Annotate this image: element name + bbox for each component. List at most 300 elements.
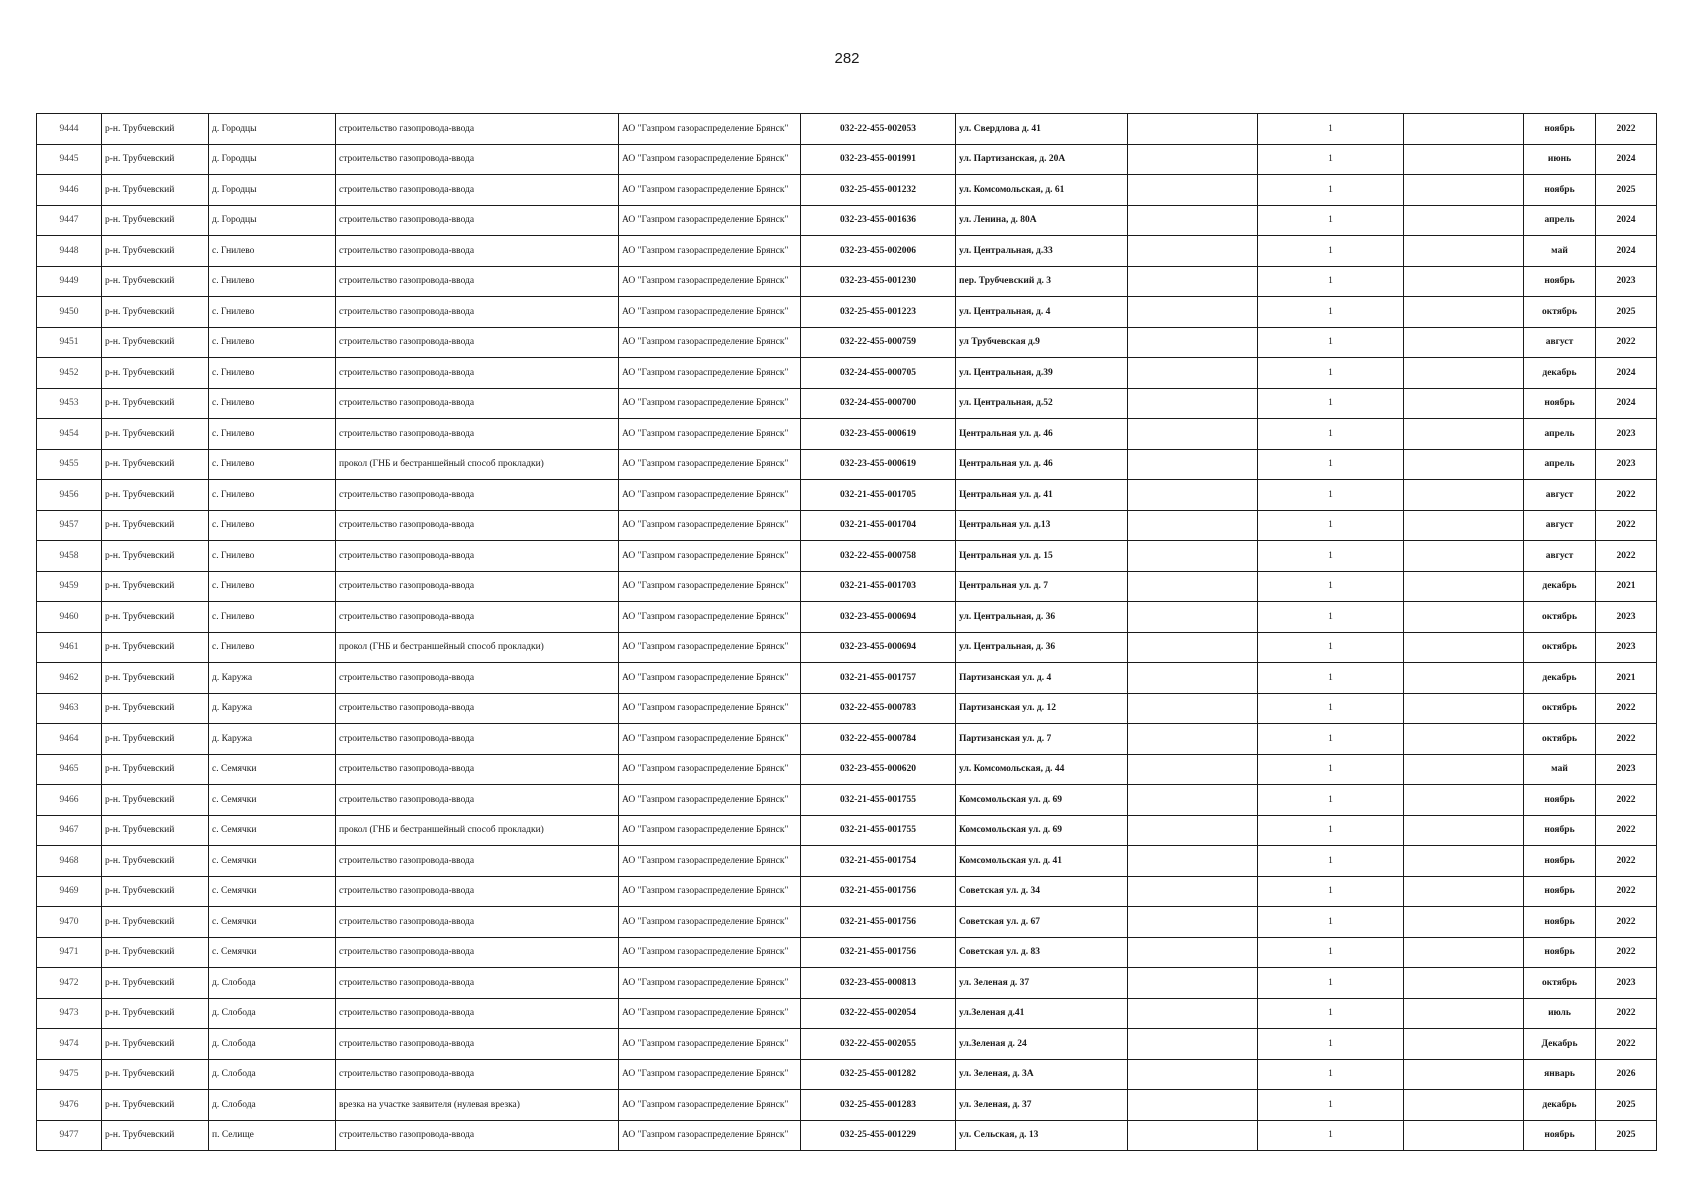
record-number: 9477 xyxy=(37,1120,102,1151)
inventory-number-cell: 032-22-455-002053 xyxy=(801,114,956,145)
year-cell: 2025 xyxy=(1596,175,1657,206)
year-cell: 2024 xyxy=(1596,388,1657,419)
year-cell: 2022 xyxy=(1596,480,1657,511)
month-cell: август xyxy=(1524,327,1596,358)
empty-cell xyxy=(1404,358,1524,389)
district-cell: р-н. Трубчевский xyxy=(102,449,209,480)
month-cell: ноябрь xyxy=(1524,388,1596,419)
locality-cell: д. Слобода xyxy=(209,1090,336,1121)
record-number: 9458 xyxy=(37,541,102,572)
locality-cell: с. Гнилево xyxy=(209,510,336,541)
locality-cell: с. Семячки xyxy=(209,937,336,968)
locality-cell: с. Семячки xyxy=(209,815,336,846)
year-cell: 2022 xyxy=(1596,114,1657,145)
locality-cell: с. Гнилево xyxy=(209,571,336,602)
month-cell: ноябрь xyxy=(1524,876,1596,907)
address-cell: ул. Центральная, д.33 xyxy=(956,236,1128,267)
month-cell: ноябрь xyxy=(1524,937,1596,968)
table-row xyxy=(37,297,1657,328)
empty-cell xyxy=(1128,510,1258,541)
work-type-cell: строительство газопровода-ввода xyxy=(336,266,619,297)
empty-cell xyxy=(1404,205,1524,236)
table-row xyxy=(37,693,1657,724)
year-cell: 2023 xyxy=(1596,632,1657,663)
quantity-cell: 1 xyxy=(1258,541,1404,572)
empty-cell xyxy=(1128,419,1258,450)
inventory-number-cell: 032-25-455-001282 xyxy=(801,1059,956,1090)
month-cell: Декабрь xyxy=(1524,1029,1596,1060)
record-number: 9445 xyxy=(37,144,102,175)
month-cell: ноябрь xyxy=(1524,785,1596,816)
district-cell: р-н. Трубчевский xyxy=(102,1090,209,1121)
inventory-number-cell: 032-21-455-001756 xyxy=(801,876,956,907)
inventory-number-cell: 032-25-455-001283 xyxy=(801,1090,956,1121)
month-cell: апрель xyxy=(1524,419,1596,450)
organization-cell: АО "Газпром газораспределение Брянск" xyxy=(619,663,801,694)
address-cell: Партизанская ул. д. 7 xyxy=(956,724,1128,755)
locality-cell: д. Слобода xyxy=(209,1059,336,1090)
empty-cell xyxy=(1128,785,1258,816)
locality-cell: с. Гнилево xyxy=(209,297,336,328)
month-cell: июль xyxy=(1524,998,1596,1029)
organization-cell: АО "Газпром газораспределение Брянск" xyxy=(619,541,801,572)
address-cell: ул. Зеленая, д. 3А xyxy=(956,1059,1128,1090)
district-cell: р-н. Трубчевский xyxy=(102,144,209,175)
table-row xyxy=(37,571,1657,602)
year-cell: 2022 xyxy=(1596,724,1657,755)
district-cell: р-н. Трубчевский xyxy=(102,724,209,755)
locality-cell: д. Городцы xyxy=(209,205,336,236)
locality-cell: д. Городцы xyxy=(209,114,336,145)
locality-cell: с. Семячки xyxy=(209,846,336,877)
empty-cell xyxy=(1404,571,1524,602)
quantity-cell: 1 xyxy=(1258,907,1404,938)
locality-cell: с. Семячки xyxy=(209,907,336,938)
year-cell: 2023 xyxy=(1596,968,1657,999)
address-cell: Центральная ул. д. 7 xyxy=(956,571,1128,602)
table-row xyxy=(37,480,1657,511)
organization-cell: АО "Газпром газораспределение Брянск" xyxy=(619,327,801,358)
district-cell: р-н. Трубчевский xyxy=(102,1059,209,1090)
empty-cell xyxy=(1404,266,1524,297)
inventory-number-cell: 032-21-455-001757 xyxy=(801,663,956,694)
inventory-number-cell: 032-22-455-002055 xyxy=(801,1029,956,1060)
year-cell: 2024 xyxy=(1596,236,1657,267)
organization-cell: АО "Газпром газораспределение Брянск" xyxy=(619,358,801,389)
quantity-cell: 1 xyxy=(1258,937,1404,968)
work-type-cell: строительство газопровода-ввода xyxy=(336,327,619,358)
organization-cell: АО "Газпром газораспределение Брянск" xyxy=(619,297,801,328)
month-cell: декабрь xyxy=(1524,663,1596,694)
record-number: 9454 xyxy=(37,419,102,450)
work-type-cell: строительство газопровода-ввода xyxy=(336,388,619,419)
empty-cell xyxy=(1128,846,1258,877)
month-cell: октябрь xyxy=(1524,297,1596,328)
month-cell: ноябрь xyxy=(1524,266,1596,297)
district-cell: р-н. Трубчевский xyxy=(102,602,209,633)
quantity-cell: 1 xyxy=(1258,846,1404,877)
empty-cell xyxy=(1404,998,1524,1029)
work-type-cell: строительство газопровода-ввода xyxy=(336,785,619,816)
locality-cell: д. Городцы xyxy=(209,175,336,206)
table-row xyxy=(37,205,1657,236)
empty-cell xyxy=(1404,968,1524,999)
work-type-cell: строительство газопровода-ввода xyxy=(336,419,619,450)
work-type-cell: строительство газопровода-ввода xyxy=(336,144,619,175)
organization-cell: АО "Газпром газораспределение Брянск" xyxy=(619,510,801,541)
locality-cell: д. Городцы xyxy=(209,144,336,175)
year-cell: 2026 xyxy=(1596,1059,1657,1090)
district-cell: р-н. Трубчевский xyxy=(102,1120,209,1151)
work-type-cell: строительство газопровода-ввода xyxy=(336,754,619,785)
organization-cell: АО "Газпром газораспределение Брянск" xyxy=(619,205,801,236)
month-cell: ноябрь xyxy=(1524,114,1596,145)
quantity-cell: 1 xyxy=(1258,693,1404,724)
year-cell: 2023 xyxy=(1596,419,1657,450)
work-type-cell: строительство газопровода-ввода xyxy=(336,297,619,328)
record-number: 9460 xyxy=(37,602,102,633)
quantity-cell: 1 xyxy=(1258,998,1404,1029)
month-cell: август xyxy=(1524,541,1596,572)
empty-cell xyxy=(1404,175,1524,206)
work-type-cell: прокол (ГНБ и бестраншейный способ прокладки) xyxy=(336,632,619,663)
work-type-cell: строительство газопровода-ввода xyxy=(336,541,619,572)
inventory-number-cell: 032-24-455-000700 xyxy=(801,388,956,419)
locality-cell: с. Гнилево xyxy=(209,419,336,450)
organization-cell: АО "Газпром газораспределение Брянск" xyxy=(619,937,801,968)
locality-cell: с. Семячки xyxy=(209,754,336,785)
inventory-number-cell: 032-23-455-000813 xyxy=(801,968,956,999)
quantity-cell: 1 xyxy=(1258,266,1404,297)
district-cell: р-н. Трубчевский xyxy=(102,266,209,297)
month-cell: октябрь xyxy=(1524,632,1596,663)
organization-cell: АО "Газпром газораспределение Брянск" xyxy=(619,724,801,755)
district-cell: р-н. Трубчевский xyxy=(102,510,209,541)
address-cell: ул. Свердлова д. 41 xyxy=(956,114,1128,145)
district-cell: р-н. Трубчевский xyxy=(102,846,209,877)
empty-cell xyxy=(1404,114,1524,145)
empty-cell xyxy=(1128,266,1258,297)
quantity-cell: 1 xyxy=(1258,144,1404,175)
locality-cell: с. Гнилево xyxy=(209,327,336,358)
empty-cell xyxy=(1128,327,1258,358)
quantity-cell: 1 xyxy=(1258,1059,1404,1090)
address-cell: Комсомольская ул. д. 69 xyxy=(956,815,1128,846)
address-cell: Советская ул. д. 67 xyxy=(956,907,1128,938)
year-cell: 2023 xyxy=(1596,266,1657,297)
quantity-cell: 1 xyxy=(1258,571,1404,602)
organization-cell: АО "Газпром газораспределение Брянск" xyxy=(619,419,801,450)
empty-cell xyxy=(1404,602,1524,633)
month-cell: январь xyxy=(1524,1059,1596,1090)
quantity-cell: 1 xyxy=(1258,236,1404,267)
organization-cell: АО "Газпром газораспределение Брянск" xyxy=(619,236,801,267)
year-cell: 2022 xyxy=(1596,937,1657,968)
month-cell: апрель xyxy=(1524,205,1596,236)
district-cell: р-н. Трубчевский xyxy=(102,297,209,328)
empty-cell xyxy=(1128,724,1258,755)
table-body xyxy=(37,114,1657,1151)
organization-cell: АО "Газпром газораспределение Брянск" xyxy=(619,144,801,175)
year-cell: 2022 xyxy=(1596,541,1657,572)
table-row xyxy=(37,327,1657,358)
empty-cell xyxy=(1404,785,1524,816)
inventory-number-cell: 032-22-455-000758 xyxy=(801,541,956,572)
district-cell: р-н. Трубчевский xyxy=(102,541,209,572)
empty-cell xyxy=(1404,327,1524,358)
district-cell: р-н. Трубчевский xyxy=(102,388,209,419)
quantity-cell: 1 xyxy=(1258,815,1404,846)
district-cell: р-н. Трубчевский xyxy=(102,236,209,267)
table-row xyxy=(37,358,1657,389)
organization-cell: АО "Газпром газораспределение Брянск" xyxy=(619,602,801,633)
page-number: 282 xyxy=(834,50,860,67)
organization-cell: АО "Газпром газораспределение Брянск" xyxy=(619,1090,801,1121)
empty-cell xyxy=(1128,998,1258,1029)
year-cell: 2021 xyxy=(1596,663,1657,694)
locality-cell: с. Семячки xyxy=(209,876,336,907)
record-number: 9463 xyxy=(37,693,102,724)
empty-cell xyxy=(1128,632,1258,663)
work-type-cell: строительство газопровода-ввода xyxy=(336,510,619,541)
empty-cell xyxy=(1404,1029,1524,1060)
address-cell: ул.Зеленая д. 24 xyxy=(956,1029,1128,1060)
year-cell: 2022 xyxy=(1596,785,1657,816)
organization-cell: АО "Газпром газораспределение Брянск" xyxy=(619,815,801,846)
year-cell: 2022 xyxy=(1596,846,1657,877)
work-type-cell: строительство газопровода-ввода xyxy=(336,846,619,877)
organization-cell: АО "Газпром газораспределение Брянск" xyxy=(619,449,801,480)
empty-cell xyxy=(1404,388,1524,419)
inventory-number-cell: 032-21-455-001755 xyxy=(801,815,956,846)
locality-cell: д. Слобода xyxy=(209,998,336,1029)
address-cell: Центральная ул. д. 41 xyxy=(956,480,1128,511)
year-cell: 2025 xyxy=(1596,297,1657,328)
empty-cell xyxy=(1404,419,1524,450)
record-number: 9465 xyxy=(37,754,102,785)
record-number: 9450 xyxy=(37,297,102,328)
district-cell: р-н. Трубчевский xyxy=(102,632,209,663)
month-cell: октябрь xyxy=(1524,724,1596,755)
work-type-cell: строительство газопровода-ввода xyxy=(336,968,619,999)
record-number: 9456 xyxy=(37,480,102,511)
empty-cell xyxy=(1404,541,1524,572)
work-type-cell: строительство газопровода-ввода xyxy=(336,693,619,724)
address-cell: ул. Комсомольская, д. 44 xyxy=(956,754,1128,785)
locality-cell: с. Гнилево xyxy=(209,236,336,267)
address-cell: ул.Зеленая д.41 xyxy=(956,998,1128,1029)
year-cell: 2022 xyxy=(1596,693,1657,724)
year-cell: 2023 xyxy=(1596,754,1657,785)
district-cell: р-н. Трубчевский xyxy=(102,419,209,450)
empty-cell xyxy=(1128,144,1258,175)
empty-cell xyxy=(1128,907,1258,938)
quantity-cell: 1 xyxy=(1258,754,1404,785)
locality-cell: с. Гнилево xyxy=(209,449,336,480)
organization-cell: АО "Газпром газораспределение Брянск" xyxy=(619,1059,801,1090)
organization-cell: АО "Газпром газораспределение Брянск" xyxy=(619,876,801,907)
table-row xyxy=(37,876,1657,907)
address-cell: Центральная ул. д. 46 xyxy=(956,449,1128,480)
empty-cell xyxy=(1404,876,1524,907)
locality-cell: д. Слобода xyxy=(209,1029,336,1060)
inventory-number-cell: 032-21-455-001754 xyxy=(801,846,956,877)
record-number: 9457 xyxy=(37,510,102,541)
address-cell: Центральная ул. д.13 xyxy=(956,510,1128,541)
record-number: 9451 xyxy=(37,327,102,358)
inventory-number-cell: 032-23-455-000619 xyxy=(801,419,956,450)
empty-cell xyxy=(1404,632,1524,663)
record-number: 9446 xyxy=(37,175,102,206)
year-cell: 2022 xyxy=(1596,998,1657,1029)
table-row xyxy=(37,937,1657,968)
month-cell: май xyxy=(1524,754,1596,785)
year-cell: 2025 xyxy=(1596,1120,1657,1151)
address-cell: Комсомольская ул. д. 69 xyxy=(956,785,1128,816)
table-row xyxy=(37,114,1657,145)
inventory-number-cell: 032-22-455-002054 xyxy=(801,998,956,1029)
address-cell: Комсомольская ул. д. 41 xyxy=(956,846,1128,877)
empty-cell xyxy=(1128,388,1258,419)
empty-cell xyxy=(1128,541,1258,572)
empty-cell xyxy=(1404,480,1524,511)
record-number: 9444 xyxy=(37,114,102,145)
inventory-number-cell: 032-23-455-000694 xyxy=(801,602,956,633)
record-number: 9449 xyxy=(37,266,102,297)
address-cell: ул. Центральная, д.52 xyxy=(956,388,1128,419)
quantity-cell: 1 xyxy=(1258,419,1404,450)
locality-cell: с. Гнилево xyxy=(209,602,336,633)
quantity-cell: 1 xyxy=(1258,510,1404,541)
district-cell: р-н. Трубчевский xyxy=(102,663,209,694)
year-cell: 2022 xyxy=(1596,1029,1657,1060)
table-row xyxy=(37,663,1657,694)
month-cell: ноябрь xyxy=(1524,815,1596,846)
district-cell: р-н. Трубчевский xyxy=(102,693,209,724)
record-number: 9453 xyxy=(37,388,102,419)
month-cell: август xyxy=(1524,480,1596,511)
address-cell: Советская ул. д. 83 xyxy=(956,937,1128,968)
month-cell: декабрь xyxy=(1524,571,1596,602)
district-cell: р-н. Трубчевский xyxy=(102,114,209,145)
empty-cell xyxy=(1404,663,1524,694)
quantity-cell: 1 xyxy=(1258,175,1404,206)
record-number: 9469 xyxy=(37,876,102,907)
inventory-number-cell: 032-21-455-001703 xyxy=(801,571,956,602)
month-cell: август xyxy=(1524,510,1596,541)
work-type-cell: строительство газопровода-ввода xyxy=(336,571,619,602)
table-row xyxy=(37,724,1657,755)
record-number: 9459 xyxy=(37,571,102,602)
district-cell: р-н. Трубчевский xyxy=(102,1029,209,1060)
table-row xyxy=(37,785,1657,816)
address-cell: Партизанская ул. д. 12 xyxy=(956,693,1128,724)
inventory-number-cell: 032-23-455-000619 xyxy=(801,449,956,480)
district-cell: р-н. Трубчевский xyxy=(102,907,209,938)
record-number: 9473 xyxy=(37,998,102,1029)
district-cell: р-н. Трубчевский xyxy=(102,754,209,785)
empty-cell xyxy=(1128,602,1258,633)
address-cell: ул. Комсомольская, д. 61 xyxy=(956,175,1128,206)
record-number: 9472 xyxy=(37,968,102,999)
work-type-cell: строительство газопровода-ввода xyxy=(336,724,619,755)
work-type-cell: врезка на участке заявителя (нулевая врезка) xyxy=(336,1090,619,1121)
address-cell: ул. Центральная, д. 4 xyxy=(956,297,1128,328)
organization-cell: АО "Газпром газораспределение Брянск" xyxy=(619,632,801,663)
district-cell: р-н. Трубчевский xyxy=(102,998,209,1029)
organization-cell: АО "Газпром газораспределение Брянск" xyxy=(619,693,801,724)
district-cell: р-н. Трубчевский xyxy=(102,175,209,206)
work-type-cell: прокол (ГНБ и бестраншейный способ прокладки) xyxy=(336,815,619,846)
month-cell: ноябрь xyxy=(1524,846,1596,877)
inventory-number-cell: 032-25-455-001223 xyxy=(801,297,956,328)
table-row xyxy=(37,602,1657,633)
table-row xyxy=(37,419,1657,450)
locality-cell: с. Гнилево xyxy=(209,541,336,572)
table-row xyxy=(37,175,1657,206)
inventory-number-cell: 032-23-455-000620 xyxy=(801,754,956,785)
quantity-cell: 1 xyxy=(1258,449,1404,480)
locality-cell: с. Гнилево xyxy=(209,266,336,297)
organization-cell: АО "Газпром газораспределение Брянск" xyxy=(619,846,801,877)
empty-cell xyxy=(1404,754,1524,785)
inventory-number-cell: 032-22-455-000759 xyxy=(801,327,956,358)
empty-cell xyxy=(1128,480,1258,511)
quantity-cell: 1 xyxy=(1258,724,1404,755)
empty-cell xyxy=(1404,1120,1524,1151)
district-cell: р-н. Трубчевский xyxy=(102,815,209,846)
work-type-cell: прокол (ГНБ и бестраншейный способ прокладки) xyxy=(336,449,619,480)
record-number: 9470 xyxy=(37,907,102,938)
empty-cell xyxy=(1128,693,1258,724)
month-cell: декабрь xyxy=(1524,1090,1596,1121)
organization-cell: АО "Газпром газораспределение Брянск" xyxy=(619,266,801,297)
register-table xyxy=(36,113,1657,1151)
work-type-cell: строительство газопровода-ввода xyxy=(336,907,619,938)
district-cell: р-н. Трубчевский xyxy=(102,327,209,358)
month-cell: октябрь xyxy=(1524,602,1596,633)
month-cell: июнь xyxy=(1524,144,1596,175)
table-row xyxy=(37,1090,1657,1121)
work-type-cell: строительство газопровода-ввода xyxy=(336,358,619,389)
empty-cell xyxy=(1128,663,1258,694)
quantity-cell: 1 xyxy=(1258,602,1404,633)
address-cell: Центральная ул. д. 46 xyxy=(956,419,1128,450)
empty-cell xyxy=(1128,358,1258,389)
work-type-cell: строительство газопровода-ввода xyxy=(336,602,619,633)
year-cell: 2022 xyxy=(1596,815,1657,846)
month-cell: ноябрь xyxy=(1524,1120,1596,1151)
locality-cell: д. Каружа xyxy=(209,663,336,694)
empty-cell xyxy=(1404,815,1524,846)
quantity-cell: 1 xyxy=(1258,114,1404,145)
district-cell: р-н. Трубчевский xyxy=(102,358,209,389)
organization-cell: АО "Газпром газораспределение Брянск" xyxy=(619,175,801,206)
month-cell: ноябрь xyxy=(1524,907,1596,938)
record-number: 9468 xyxy=(37,846,102,877)
empty-cell xyxy=(1404,907,1524,938)
work-type-cell: строительство газопровода-ввода xyxy=(336,1029,619,1060)
empty-cell xyxy=(1404,846,1524,877)
empty-cell xyxy=(1128,1059,1258,1090)
quantity-cell: 1 xyxy=(1258,327,1404,358)
inventory-number-cell: 032-23-455-001230 xyxy=(801,266,956,297)
empty-cell xyxy=(1128,968,1258,999)
year-cell: 2022 xyxy=(1596,907,1657,938)
empty-cell xyxy=(1404,937,1524,968)
inventory-number-cell: 032-21-455-001705 xyxy=(801,480,956,511)
empty-cell xyxy=(1404,297,1524,328)
